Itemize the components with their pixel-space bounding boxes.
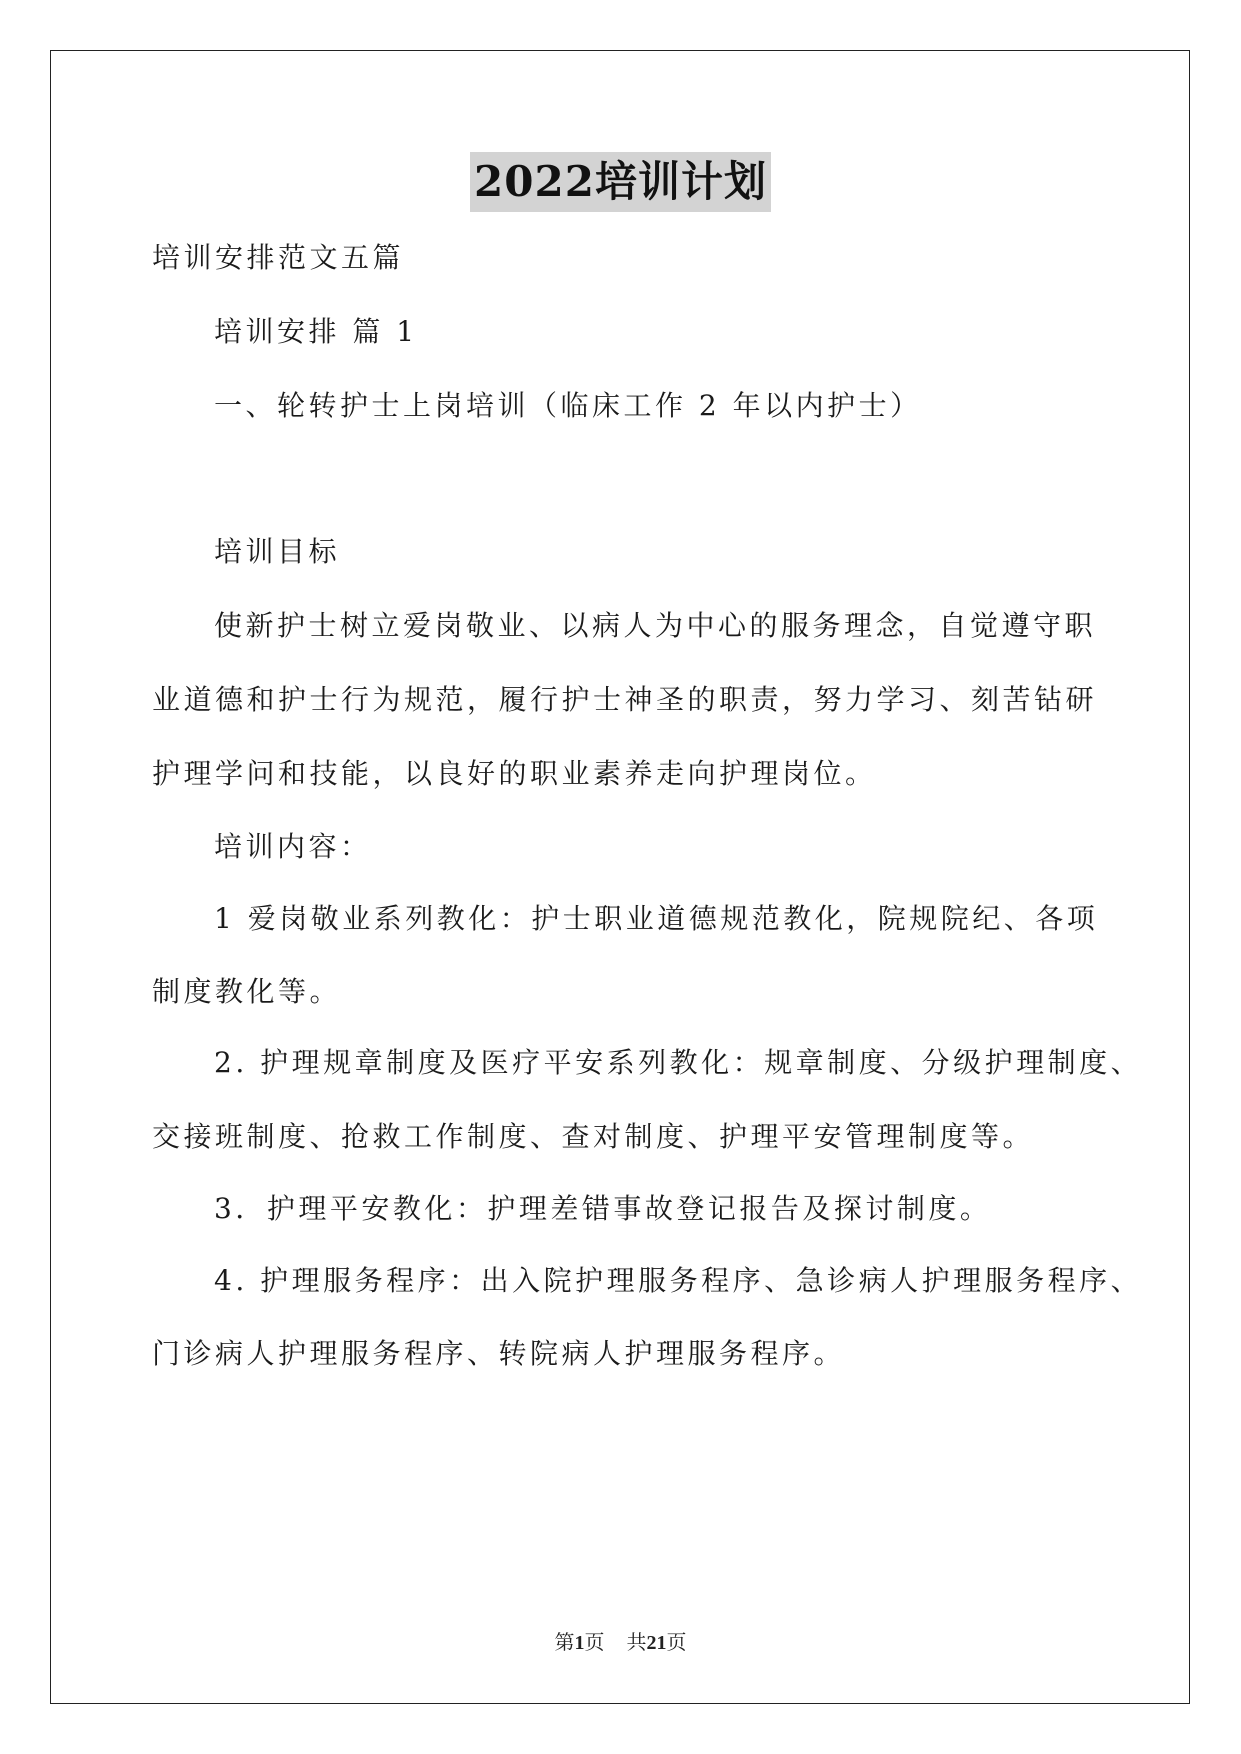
goal-paragraph-line: 使新护士树立爱岗敬业、以病人为中心的服务理念，自觉遵守职 (214, 609, 1097, 642)
content-item-line: 3．护理平安教化：护理差错事故登记报告及探讨制度。 (214, 1192, 992, 1225)
goal-paragraph-line: 业道德和护士行为规范，履行护士神圣的职责，努力学习、刻苦钻研 (152, 683, 1098, 716)
footer-page-current: 1 (574, 1632, 585, 1654)
goal-heading: 培训目标 (214, 535, 341, 568)
content-item-line: 4. 护理服务程序：出入院护理服务程序、急诊病人护理服务程序、 (214, 1264, 1143, 1297)
content-item-line: 交接班制度、抢救工作制度、查对制度、护理平安管理制度等。 (152, 1120, 1035, 1153)
footer-page-mid: 页 (584, 1632, 605, 1654)
document-subtitle: 培训安排范文五篇 (152, 241, 405, 274)
part-one-heading: 一、轮转护士上岗培训（临床工作 2 年以内护士） (214, 389, 922, 422)
content-item-line: 制度教化等。 (152, 975, 342, 1008)
footer-total-suffix: 页 (666, 1632, 687, 1654)
title-container (0, 152, 1241, 212)
content-item-line: 门诊病人护理服务程序、转院病人护理服务程序。 (152, 1337, 846, 1370)
document-title: 2022培训计划 (470, 152, 771, 212)
footer-page-prefix: 第 (554, 1632, 575, 1654)
content-item-line: 1 爱岗敬业系列教化：护士职业道德规范教化，院规院纪、各项 (214, 902, 1099, 935)
footer-page-total: 21 (646, 1632, 667, 1654)
footer-total-prefix: 共 (626, 1632, 647, 1654)
page-border (50, 50, 1190, 1704)
goal-paragraph-line: 护理学问和技能，以良好的职业素养走向护理岗位。 (152, 757, 877, 790)
content-heading: 培训内容： (214, 830, 372, 863)
section-heading: 培训安排 篇 1 (214, 315, 418, 348)
content-item-line: 2. 护理规章制度及医疗平安系列教化：规章制度、分级护理制度、 (214, 1046, 1143, 1079)
page-footer (0, 1629, 1241, 1657)
